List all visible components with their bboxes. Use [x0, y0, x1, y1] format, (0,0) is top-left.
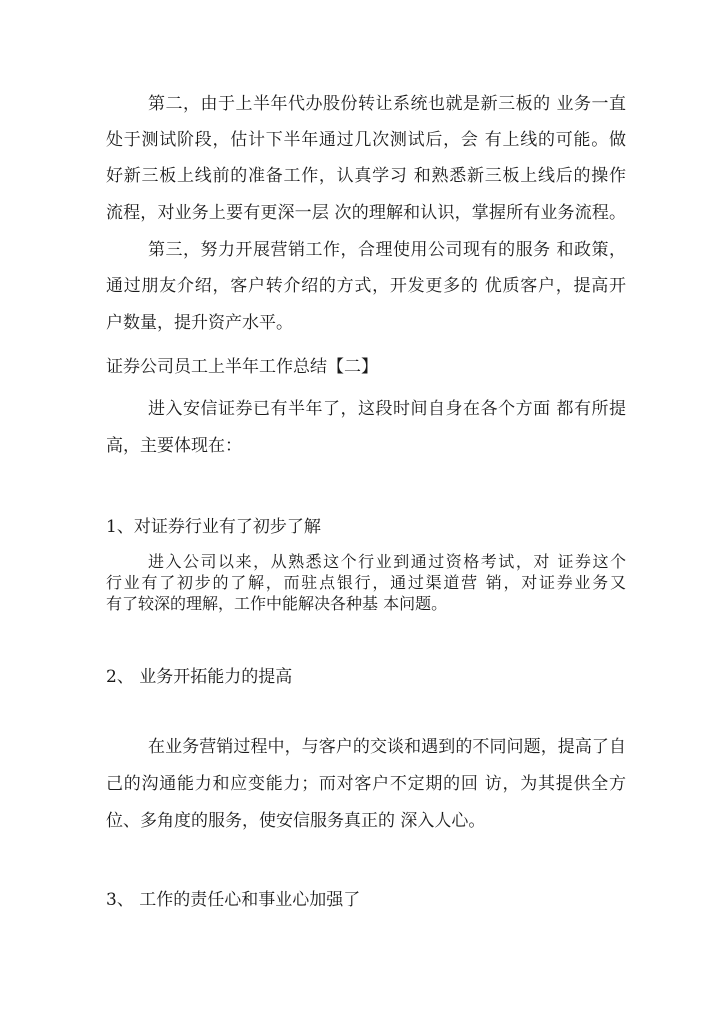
paragraph-second-line-3: 好新三板上线前的准备工作，认真学习 和熟悉新三板上线后的操作 [106, 166, 626, 186]
item-2-heading: 2、 业务开拓能力的提高 [106, 667, 293, 687]
paragraph-third-line-2: 通过朋友介绍，客户转介绍的方式，开发更多的 优质客户，提高开 [106, 276, 626, 296]
item-2-body-line-1: 在业务营销过程中，与客户的交谈和遇到的不同问题，提高了自 [148, 737, 626, 757]
item-1-heading: 1、对证券行业有了初步了解 [106, 517, 321, 537]
item-1-body-line-1: 进入公司以来，从熟悉这个行业到通过资格考试，对 证券这个 [148, 552, 626, 571]
paragraph-second-line-1: 第二，由于上半年代办股份转让系统也就是新三板的 业务一直 [148, 94, 626, 114]
paragraph-second-line-4: 流程，对业务上要有更深一层 次的理解和认识，掌握所有业务流程。 [106, 203, 626, 223]
item-1-body-line-3: 有了较深的理解，工作中能解决各种基 本问题。 [106, 594, 448, 613]
intro-line-2: 高，主要体现在： [106, 436, 242, 456]
intro-line-1: 进入安信证券已有半年了，这段时间自身在各个方面 都有所提 [148, 399, 626, 419]
item-3-heading: 3、 工作的责任心和事业心加强了 [106, 890, 361, 910]
section-title: 证券公司员工上半年工作总结【二】 [106, 357, 378, 377]
paragraph-third-line-3: 户数量，提升资产水平。 [106, 313, 293, 333]
item-1-body-line-2: 行业有了初步的了解，而驻点银行，通过渠道营 销，对证券业务又 [106, 573, 626, 592]
item-2-body-line-2: 己的沟通能力和应变能力；而对客户不定期的回 访，为其提供全方 [106, 774, 626, 794]
paragraph-third-line-1: 第三，努力开展营销工作，合理使用公司现有的服务 和政策， [148, 240, 626, 260]
paragraph-second-line-2: 处于测试阶段，估计下半年通过几次测试后，会 有上线的可能。做 [106, 130, 626, 150]
item-2-body-line-3: 位、多角度的服务，使安信服务真正的 深入人心。 [106, 811, 486, 831]
